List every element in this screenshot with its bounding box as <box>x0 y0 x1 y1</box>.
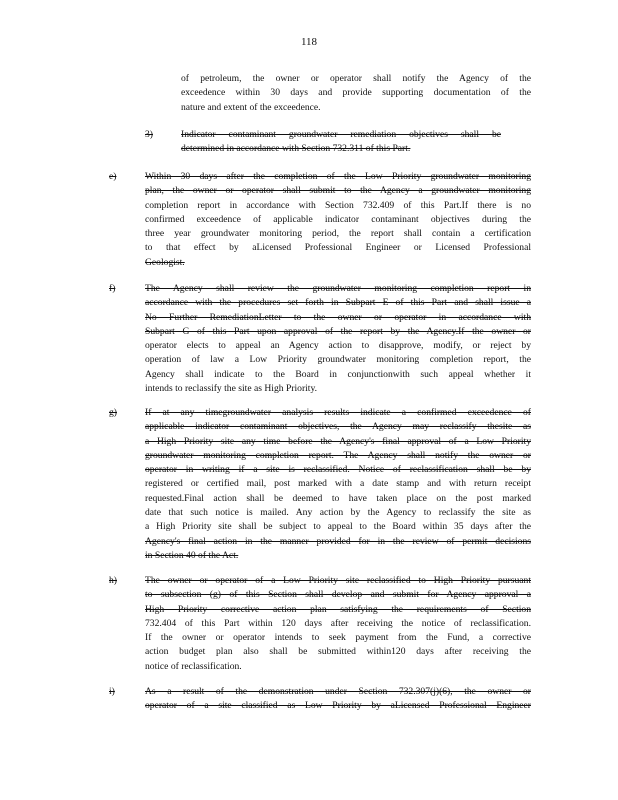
text-line: to that effect by aLicensed Professional Engineer or Licensed Professional <box>145 242 531 254</box>
item-h-paragraph <box>145 574 531 674</box>
text-line: a High Priority site any time before the Agency's final approval of a Low Priority <box>145 435 531 447</box>
text-line: applicable indicator contaminant objectives, the Agency may reclassify thesite as <box>145 421 531 433</box>
text-line: Geologist. <box>145 256 185 268</box>
text-line: If the owner or operator intends to seek payment from the Fund, a corrective <box>145 632 531 644</box>
text-line: The owner or operator of a Low Priority site reclassified to High Priority pursuant <box>145 575 531 586</box>
item-g-paragraph <box>145 406 531 563</box>
text-line: action budget plan also shall be submitted within120 days after receiving the <box>145 646 531 658</box>
item-label: 3) <box>145 129 153 140</box>
text-line: No Further RemediationLetter to the owner or operator in accordance with <box>145 311 531 323</box>
item-label: h) <box>109 575 117 586</box>
item-label: f) <box>109 283 116 294</box>
text-line: nature and extent of the exceedence. <box>181 101 321 113</box>
text-line: The Agency shall review the groundwater monitoring completion report in <box>145 283 531 294</box>
text-line: High Priority corrective action plan satisfying the requirements of Section <box>145 603 531 615</box>
text-line: operator of a site classified as Low Priority by aLicensed Professional Engineer <box>145 700 531 712</box>
text-line: determined in accordance with Section 732.311 of this Part. <box>181 143 411 155</box>
text-line: operator in writing if a site is reclassified. Notice of reclassification shall be by <box>145 464 531 476</box>
page-number: 118 <box>300 36 318 48</box>
subitem-3-paragraph <box>181 128 501 157</box>
text-line: completion report in accordance with Section 732.409 of this Part.If there is no <box>145 199 531 211</box>
text-line: accordance with the procedures set forth in Subpart E of this Part and shall issue a <box>145 297 531 309</box>
text-line: groundwater monitoring completion report. The Agency shall notify the owner or <box>145 449 531 461</box>
item-f-paragraph <box>145 282 531 396</box>
text-line: Agency shall indicate to the Board in conjunctionwith such appeal whether it <box>145 368 531 380</box>
text-line: As a result of the demonstration under Section 732.307(j)(6), the owner or <box>145 686 531 697</box>
item-e-paragraph <box>145 170 531 270</box>
text-line: plan, the owner or operator shall submit to the Agency a groundwater monitoring <box>145 185 531 197</box>
continuation-paragraph <box>181 72 531 115</box>
text-line: confirmed exceedence of applicable indicator contaminant objectives during the <box>145 213 531 225</box>
text-line: If at any timegroundwater analysis results indicate a confirmed exceedence of <box>145 407 531 418</box>
text-line: a High Priority site shall be subject to appeal to the Board within 35 days after the <box>145 521 531 533</box>
text-line: intends to reclassify the site as High Priority. <box>145 383 318 395</box>
text-line: operator elects to appeal an Agency action to disapprove, modify, or reject by <box>145 340 531 352</box>
text-line: Indicator contaminant groundwater remediation objectives shall be <box>181 129 501 140</box>
text-line: notice of reclassification. <box>145 660 242 672</box>
item-label: e) <box>109 171 117 182</box>
text-line: in Section 40 of the Act. <box>145 549 239 561</box>
text-line: exceedence within 30 days and provide supporting documentation of the <box>181 87 531 99</box>
text-line: date that such notice is mailed. Any action by the Agency to reclassify the site as <box>145 507 531 519</box>
item-label: g) <box>109 407 117 418</box>
text-line: three year groundwater monitoring period, the report shall contain a certification <box>145 228 531 240</box>
text-line: operation of law a Low Priority groundwater monitoring completion report, the <box>145 354 531 366</box>
text-line: requested.Final action shall be deemed to have taken place on the post marked <box>145 492 531 504</box>
text-line: to subsection (g) of this Section shall develop and submit for Agency approval a <box>145 589 531 601</box>
text-line: 732.404 of this Part within 120 days after receiving the notice of reclassification. <box>145 617 531 629</box>
text-line: registered or certified mail, post marked with a date stamp and with return receipt <box>145 478 531 490</box>
item-i-paragraph <box>145 685 531 714</box>
item-label: i) <box>109 686 115 697</box>
text-line: of petroleum, the owner or operator shall notify the Agency of the <box>181 73 531 84</box>
text-line: Within 30 days after the completion of the Low Priority groundwater monitoring <box>145 171 531 182</box>
text-line: Agency's final action in the manner provided for in the review of permit decisions <box>145 535 531 547</box>
text-line: Subpart G of this Part upon approval of the report by the Agency.If the owner or <box>145 325 531 337</box>
